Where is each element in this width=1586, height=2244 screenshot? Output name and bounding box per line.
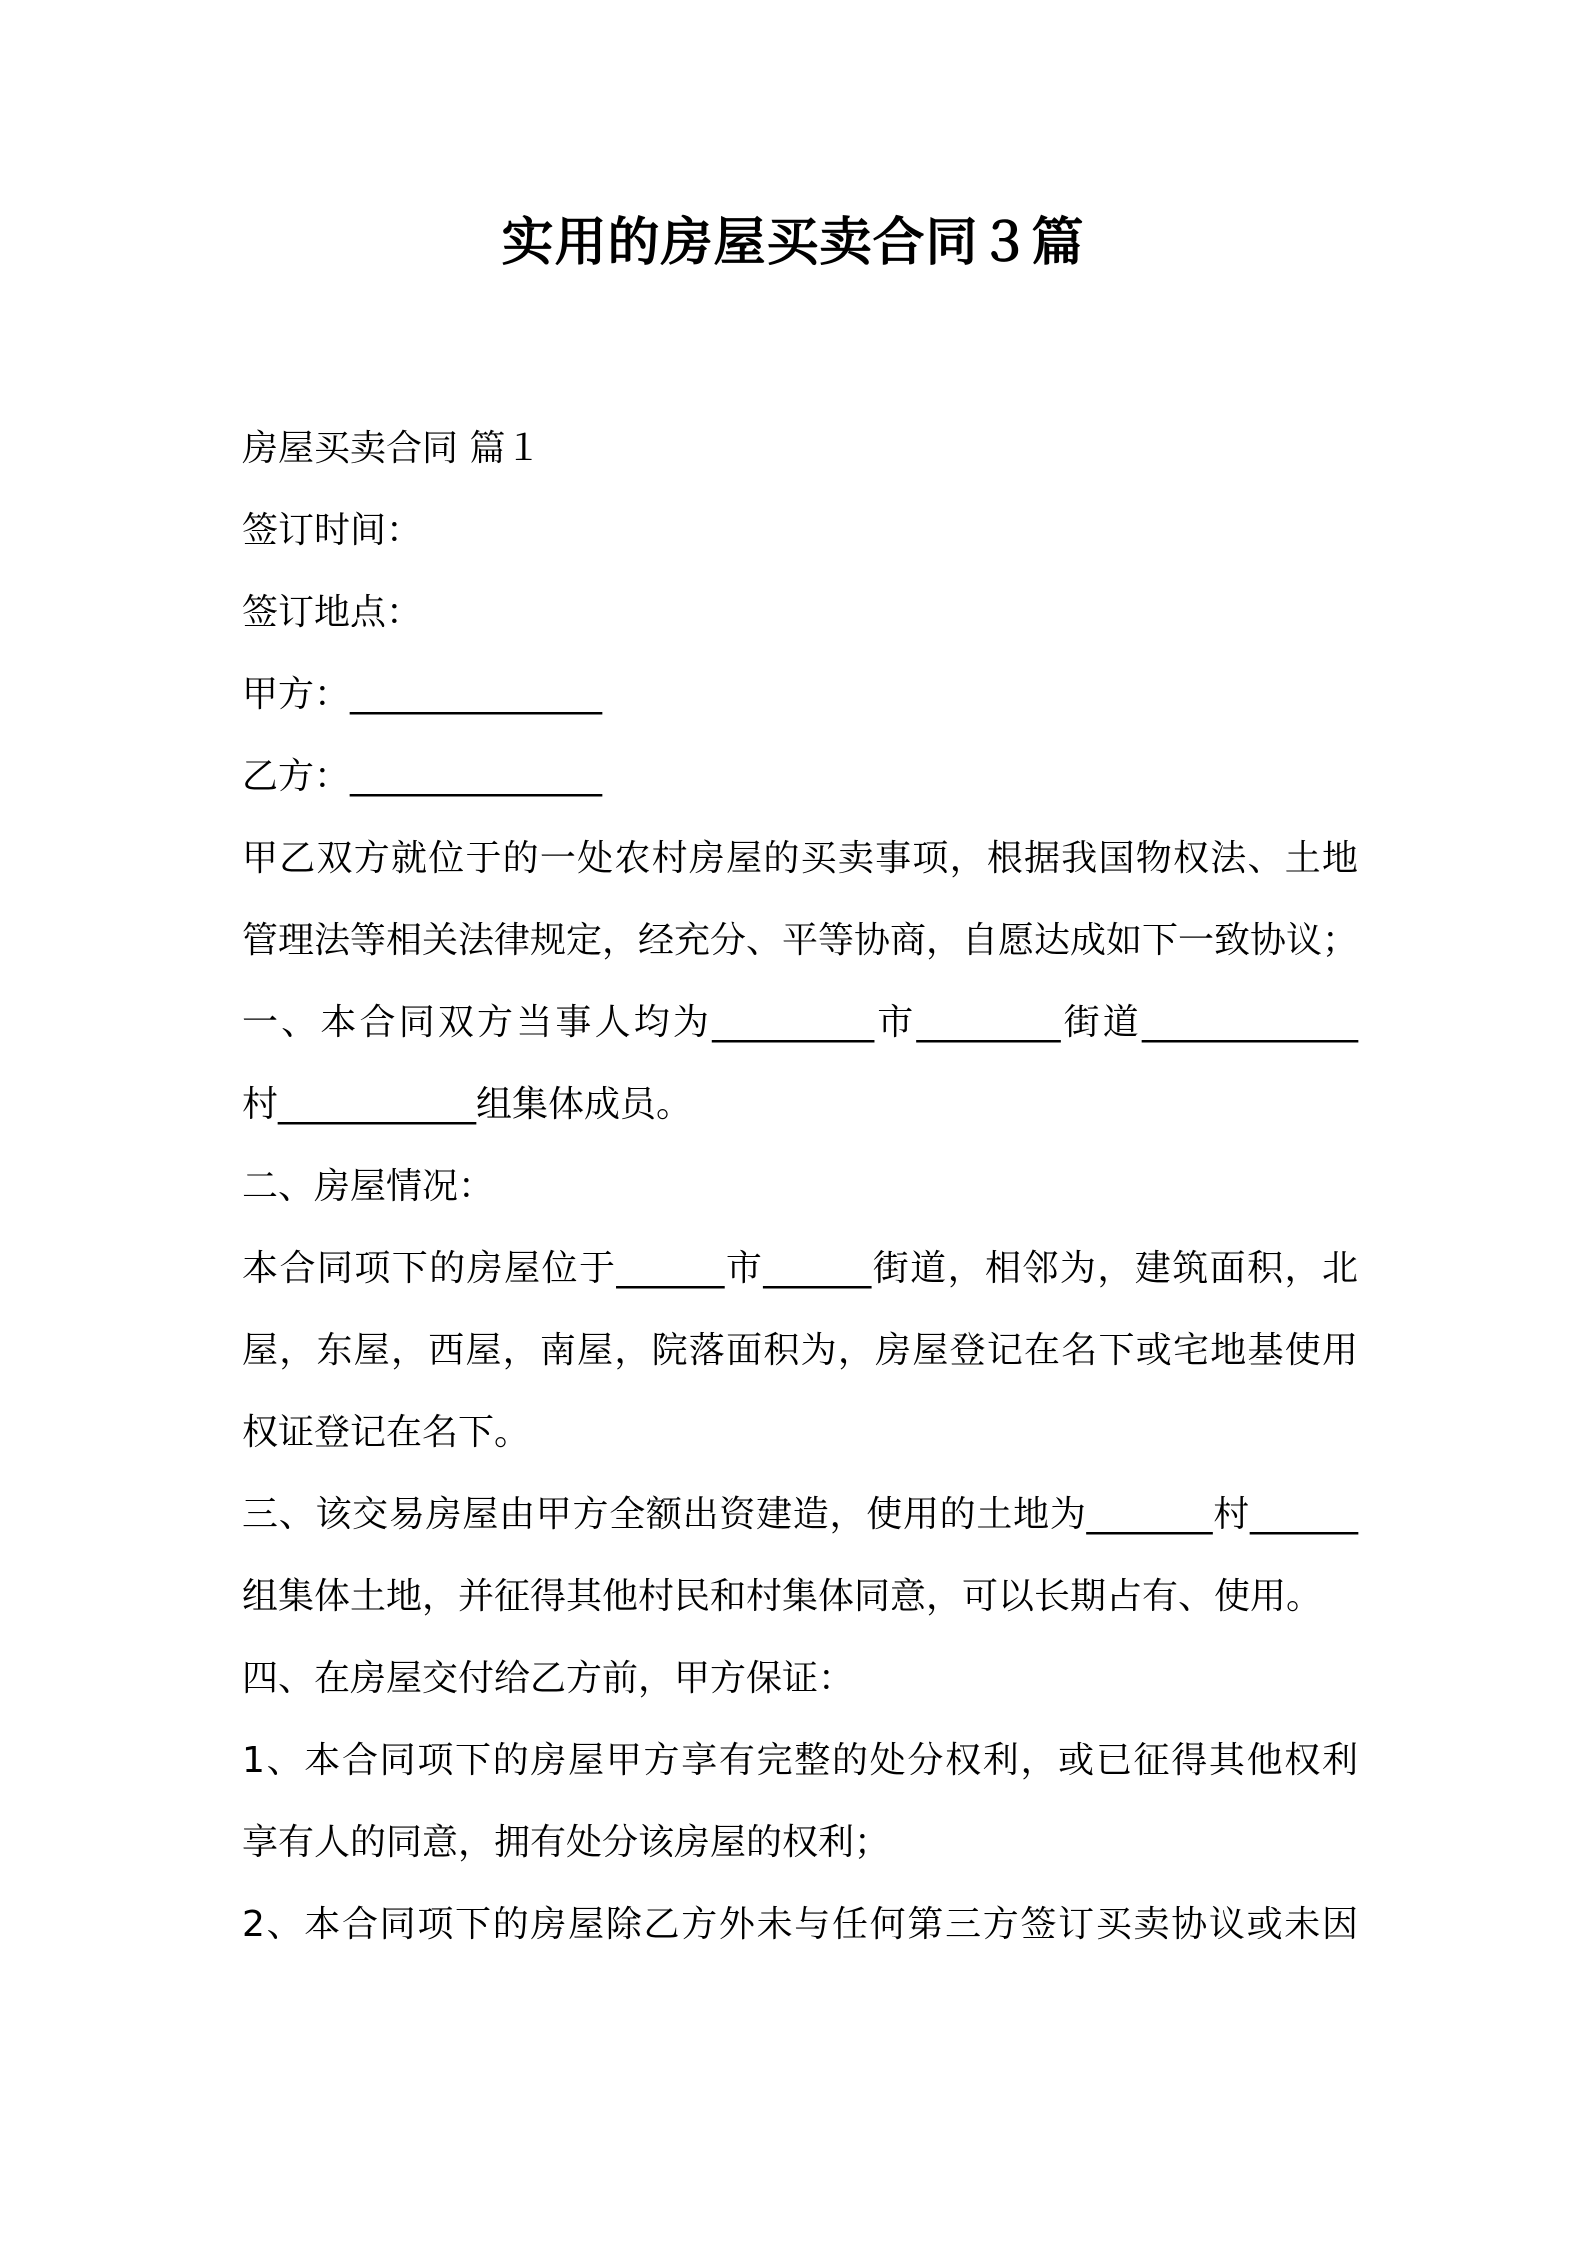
party-b-field: 乙方：______________ <box>242 756 603 797</box>
paragraph-line: 享有人的同意，拥有处分该房屋的权利； <box>242 1822 891 1863</box>
paragraph-line: 三、该交易房屋由甲方全额出资建造，使用的土地为_______村______ <box>242 1494 1358 1535</box>
paragraph-line: 甲乙双方就位于的一处农村房屋的买卖事项，根据我国物权法、土地 <box>242 838 1358 879</box>
party-a-field: 甲方：______________ <box>242 674 603 715</box>
document-body <box>242 408 1358 1966</box>
paragraph-line: 屋，东屋，西屋，南屋，院落面积为，房屋登记在名下或宅地基使用 <box>242 1330 1358 1371</box>
paragraph-line: 村___________组集体成员。 <box>242 1084 693 1125</box>
signing-place-field: 签订地点： <box>242 592 423 633</box>
paragraph-line: 一、本合同双方当事人均为_________市________街道____________ <box>242 1002 1358 1043</box>
document-title: 实用的房屋买卖合同３篇 <box>501 213 1085 273</box>
signing-time-field: 签订时间： <box>242 510 423 551</box>
paragraph-line: 权证登记在名下。 <box>242 1412 531 1453</box>
paragraph-line: 二、房屋情况： <box>242 1166 495 1207</box>
section-heading: 房屋买卖合同 篇１ <box>242 428 542 469</box>
paragraph-line: 组集体土地，并征得其他村民和村集体同意，可以长期占有、使用。 <box>242 1576 1323 1617</box>
paragraph-line: 管理法等相关法律规定，经充分、平等协商，自愿达成如下一致协议； <box>242 920 1359 961</box>
paragraph-line: 四、在房屋交付给乙方前，甲方保证： <box>242 1658 855 1699</box>
paragraph-line: 1、本合同项下的房屋甲方享有完整的处分权利，或已征得其他权利 <box>242 1740 1358 1781</box>
paragraph-line: 本合同项下的房屋位于______市______街道，相邻为，建筑面积，北 <box>242 1248 1358 1289</box>
paragraph-line: 2、本合同项下的房屋除乙方外未与任何第三方签订买卖协议或未因 <box>242 1904 1358 1945</box>
